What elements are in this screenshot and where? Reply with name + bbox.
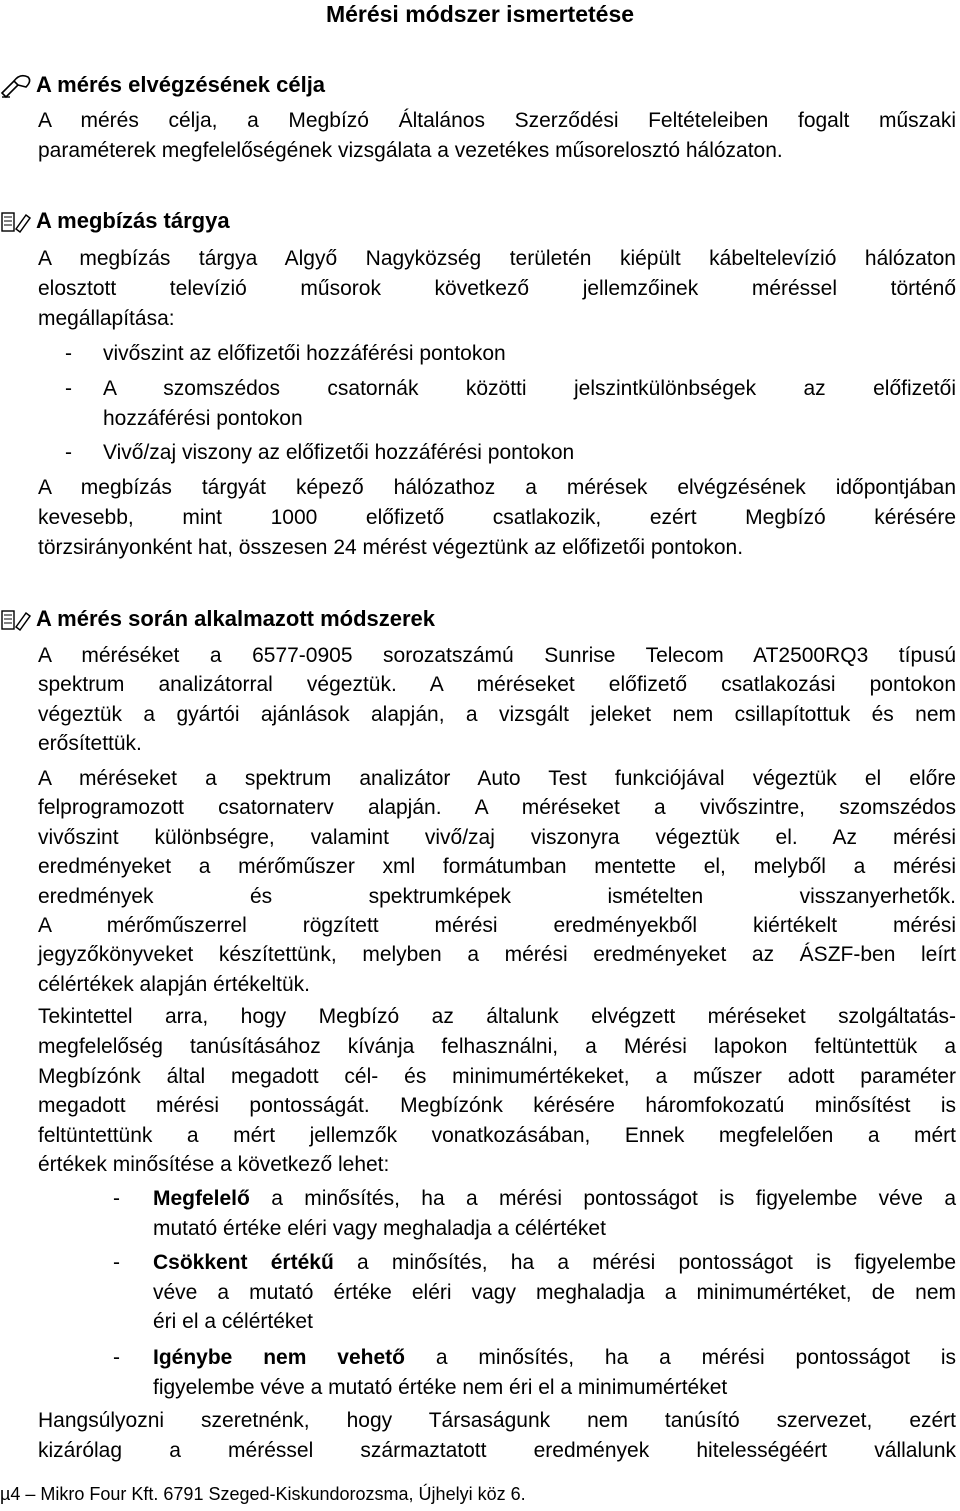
paragraph-line: megfelelőség tanúsításához kívánja felhasználni, a Mérési lapokon feltüntettük a: [38, 1035, 956, 1058]
paragraph-line: A megbízás tárgya Algyő Nagyközség területén kiépült kábeltelevízió hálózaton: [38, 247, 956, 270]
paragraph-line: erősítettük.: [38, 732, 142, 755]
paragraph-line: feltüntettünk a mért jellemzők vonatkozásában, Ennek megfelelően a mért: [38, 1124, 956, 1147]
paragraph-line: eredményeket a mérőműszer xml formátumban mentette el, melyből a mérési: [38, 855, 956, 878]
page-footer: µ4 – Mikro Four Kft. 6791 Szeged-Kiskundorozsma, Újhelyi köz 6.: [0, 1484, 526, 1504]
paragraph-line: Hangsúlyozni szeretnénk, hogy Társaságunk nem tanúsító szervezet, ezért: [38, 1409, 956, 1432]
paragraph-line: felprogramozott csatornaterv alapján. A méréseket a vivőszintre, szomszédos: [38, 796, 956, 819]
list-item: - vivőszint az előfizetői hozzáférési pontokon: [65, 342, 506, 365]
paragraph-line: A megbízás tárgyát képező hálózathoz a mérések elvégzésének időpontjában: [38, 476, 956, 499]
rating-item-megfelelo: - Megfelelő a minősítés, ha a mérési pontosságot is figyelembe véve a mutató értéke eléri vagy meghaladja a célértéket: [113, 1187, 956, 1240]
paragraph-line: eredmények és spektrumképek ismételten visszanyerhetők.: [38, 885, 956, 908]
paragraph-line: értékek minősítése a következő lehet:: [38, 1153, 390, 1176]
list-item: - A szomszédos csatornák közötti jelszintkülönbségek az előfizetői: [65, 377, 956, 400]
document-title: Mérési módszer ismertetése: [325, 1, 635, 27]
rating-term: Igénybe nem vehető: [153, 1346, 405, 1369]
paragraph-line: Tekintettel arra, hogy Megbízó az általunk elvégzett méréseket szolgáltatás-: [38, 1005, 956, 1028]
writing-hand-icon: [0, 605, 36, 633]
rating-term: Megfelelő: [153, 1187, 250, 1210]
section-heading-subject: A megbízás tárgya: [0, 207, 230, 235]
paragraph-line: megállapítása:: [38, 307, 175, 330]
section-heading-purpose: A mérés elvégzésének célja: [0, 71, 325, 99]
paragraph-line: célértékek alapján értékeltük.: [38, 973, 310, 996]
paragraph-line: megadott mérési pontosságát. Megbízónk kérésére háromfokozatú minősítést is: [38, 1094, 956, 1117]
paragraph-line: A méréseket a spektrum analizátor Auto Test funkciójával végeztük el előre: [38, 767, 956, 790]
paragraph-line: elosztott televízió műsorok következő jellemzőinek méréssel történő: [38, 277, 956, 300]
list-item-continuation: hozzáférési pontokon: [103, 407, 303, 430]
paragraph-line: vivőszint különbségre, valamint vivő/zaj viszonyra végeztük el. Az mérési: [38, 826, 956, 849]
paragraph-line: kizárólag a méréssel származtatott eredmények hitelességéért vállalunk: [38, 1439, 956, 1462]
paragraph-line: kevesebb, mint 1000 előfizető csatlakozik, ezért Megbízó kérésére: [38, 506, 956, 529]
writing-hand-icon: [0, 71, 36, 99]
list-item: - Vivő/zaj viszony az előfizetői hozzáférési pontokon: [65, 441, 575, 464]
writing-hand-icon: [0, 207, 36, 235]
paragraph-line: Megbízónk által megadott cél- és minimumértékeket, a műszer adott paraméter: [38, 1065, 956, 1088]
paragraph-line: jegyzőkönyveket készítettünk, melyben a mérési eredményeket az ÁSZF-ben leírt: [38, 943, 956, 966]
paragraph-line: törzsirányonként hat, összesen 24 mérést végeztünk az előfizetői pontokon.: [38, 536, 744, 559]
paragraph-line: végeztük a gyártói ajánlások alapján, a vizsgált jeleket nem csillapítottuk és nem: [38, 703, 956, 726]
section-heading-methods: A mérés során alkalmazott módszerek: [0, 605, 435, 633]
paragraph-line: spektrum analizátorral végeztük. A méréseket előfizető csatlakozási pontokon: [38, 673, 956, 696]
paragraph-line: A méréséket a 6577-0905 sorozatszámú Sunrise Telecom AT2500RQ3 típusú: [38, 644, 956, 667]
paragraph-line: paraméterek megfelelőségének vizsgálata a vezetékes műsorelosztó hálózaton.: [38, 139, 783, 162]
paragraph-line: A mérés célja, a Megbízó Általános Szerződési Feltételeiben fogalt műszaki: [38, 109, 956, 132]
rating-item-igenybe-nem-veheto: - Igénybe nem vehető a minősítés, ha a mérési pontosságot is figyelembe véve a mutató értéke nem éri el a minimumértéket: [113, 1346, 957, 1399]
rating-item-csokkent-erteku: - Csökkent értékű a minősítés, ha a mérési pontosságot is figyelembe véve a mutató értéke eléri vagy meghaladja a minimumértéket, de nem éri el a célértéket: [113, 1251, 956, 1333]
rating-term: Csökkent értékű: [153, 1251, 334, 1274]
paragraph-line: A mérőműszerrel rögzített mérési eredményekből kiértékelt mérési: [38, 914, 956, 937]
